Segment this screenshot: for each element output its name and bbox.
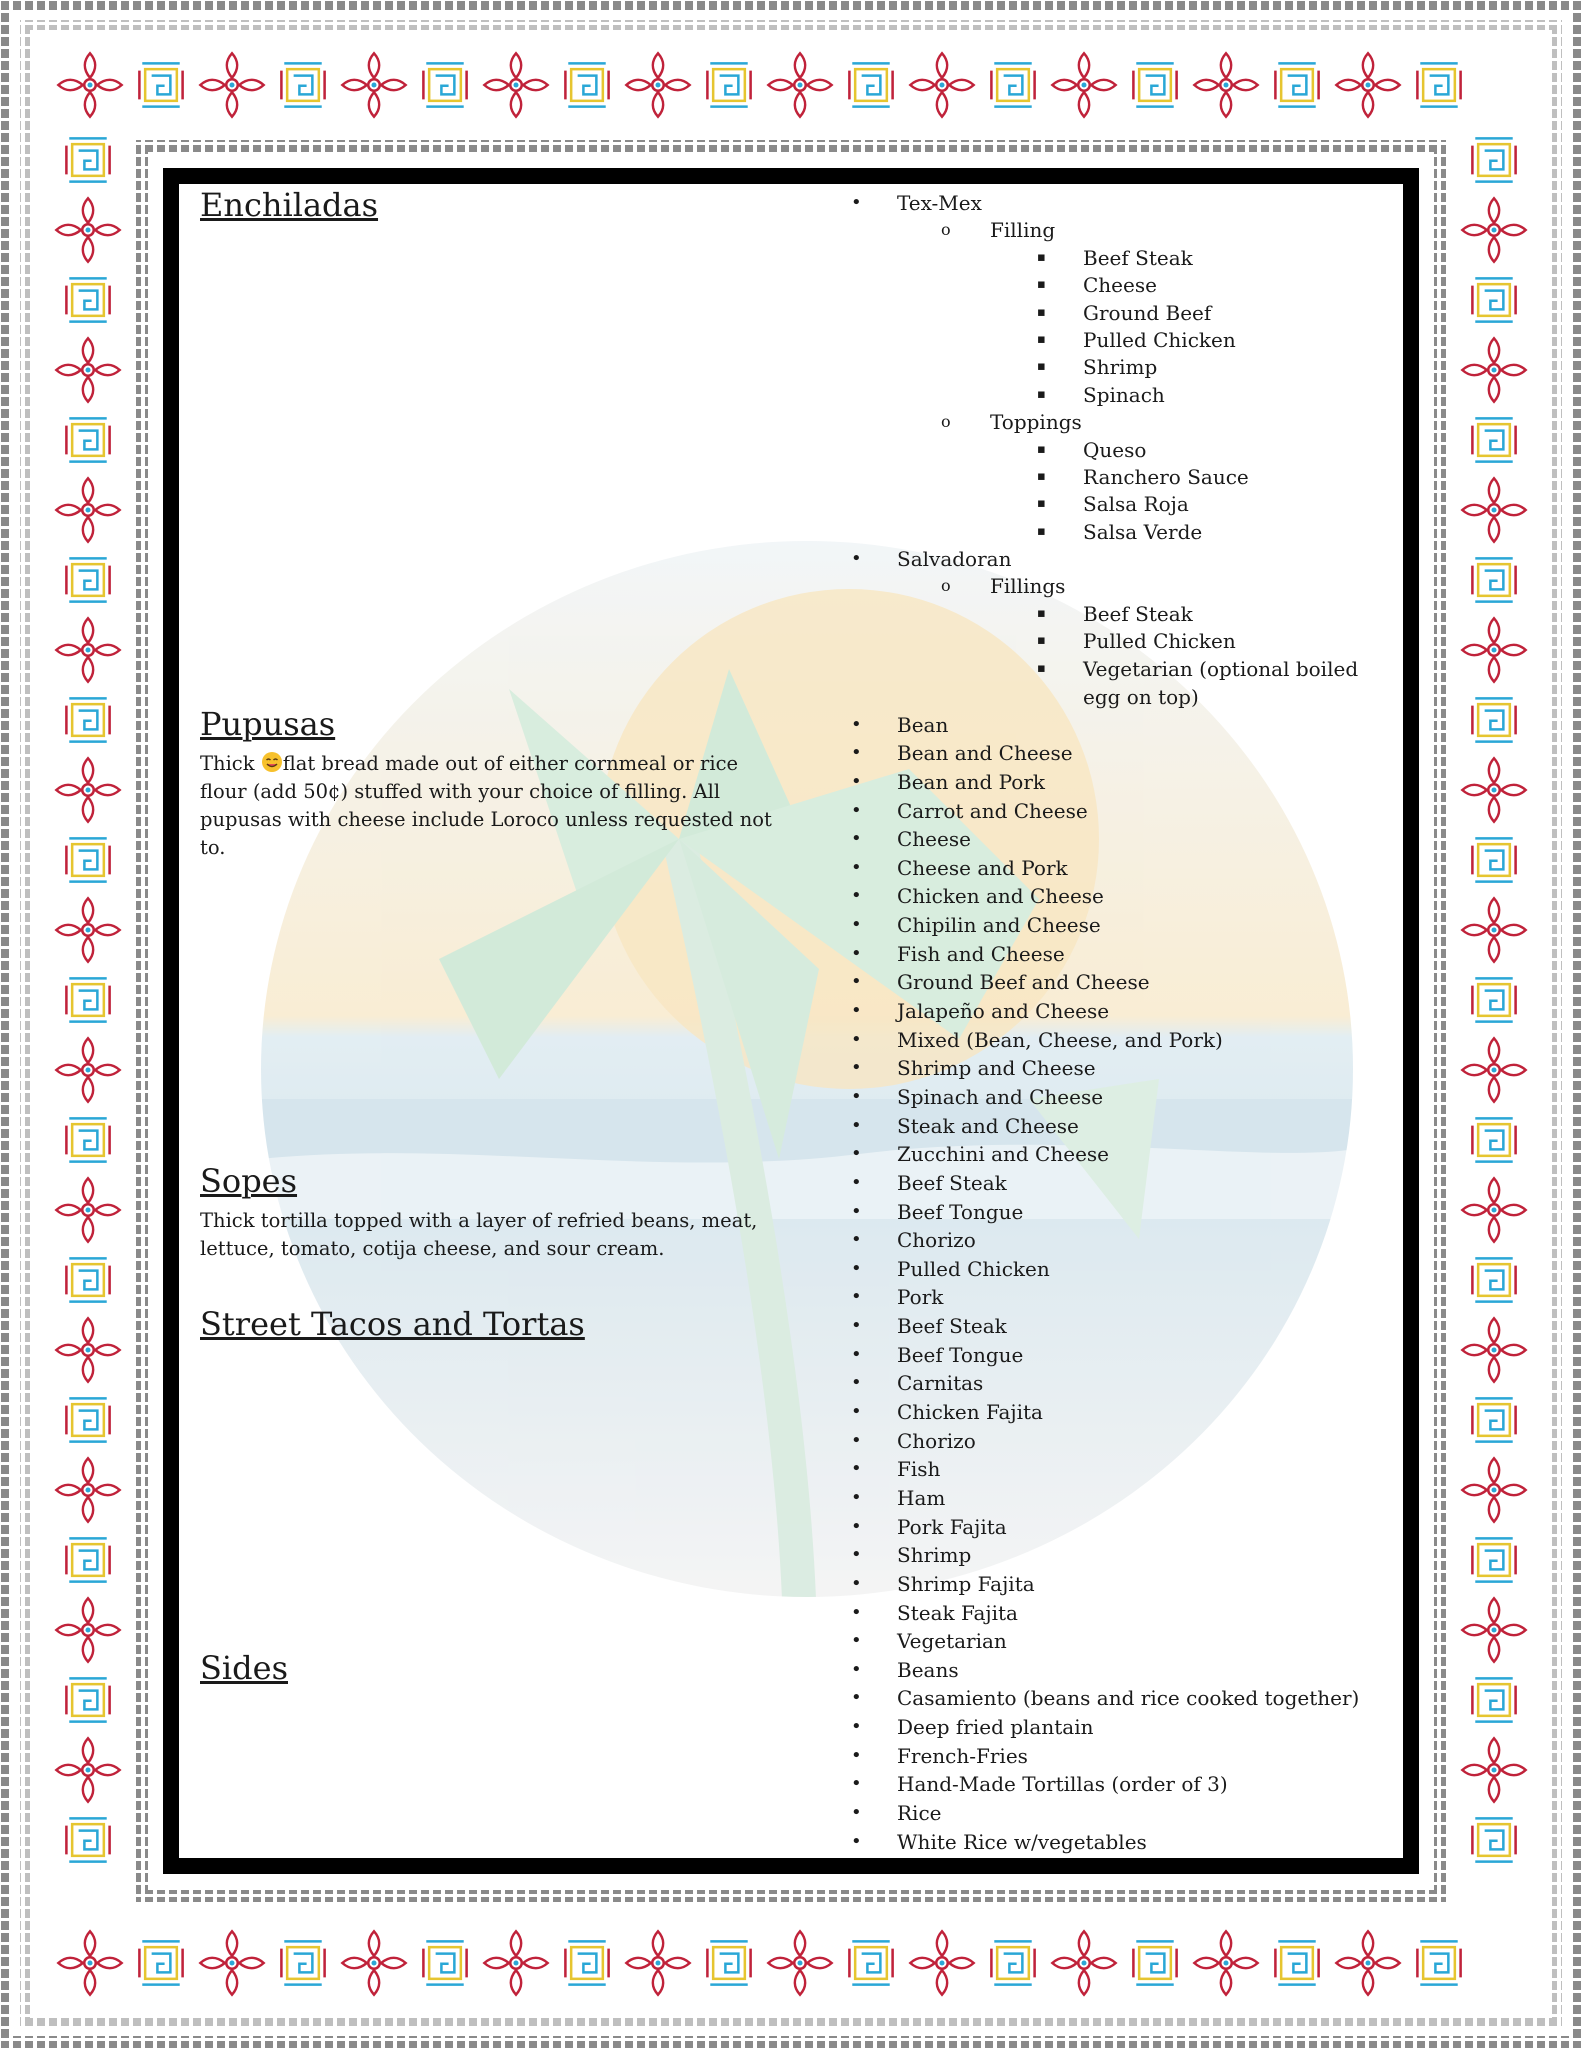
list-item xyxy=(845,627,1385,654)
bullet-icon: • xyxy=(851,1486,862,1508)
list-item xyxy=(845,1140,1385,1169)
texmex-filling-group xyxy=(845,216,1385,243)
enchilada-style-texmex xyxy=(845,189,1385,216)
bullet-icon: ▪ xyxy=(1037,496,1046,512)
list-item xyxy=(845,1283,1385,1312)
glyph-ornament-icon xyxy=(139,63,182,106)
bullet-icon: ▪ xyxy=(1037,605,1046,621)
bullet-icon: • xyxy=(851,1515,862,1537)
list-item-label: Salvadoran xyxy=(897,547,1012,572)
bullet-icon: • xyxy=(851,1544,862,1566)
bullet-icon: ▪ xyxy=(1037,249,1046,265)
bullet-icon: • xyxy=(851,1830,862,1852)
list-item-label: Shrimp xyxy=(1083,355,1158,380)
bullet-icon: o xyxy=(941,220,951,240)
list-item-label: Steak and Cheese xyxy=(897,1113,1079,1138)
glyph-ornament-icon xyxy=(1133,1941,1176,1984)
list-item-label: Fillings xyxy=(990,574,1066,599)
list-item xyxy=(845,997,1385,1026)
list-item xyxy=(845,1198,1385,1227)
bullet-icon: • xyxy=(851,1200,862,1222)
pupusas-description-text-a: Thick xyxy=(200,752,261,775)
list-item-label: Deep fried plantain xyxy=(897,1715,1094,1740)
list-item xyxy=(845,326,1385,353)
list-item-label: Pork Fajita xyxy=(897,1514,1007,1539)
bullet-icon: ▪ xyxy=(1037,633,1046,649)
glyph-ornament-icon xyxy=(849,63,892,106)
glyph-ornament-icon xyxy=(1472,278,1515,321)
list-item-label: White Rice w/vegetables xyxy=(897,1829,1147,1854)
list-item-label: Casamiento (beans and rice cooked together) xyxy=(897,1686,1360,1711)
pupusas-description-text-b: flat bread made out of either cornmeal or rice flour (add 50¢) stuffed with your choice of filling. All pupusas with cheese include Loroco unless requested not to. xyxy=(200,752,772,859)
glyph-ornament-icon xyxy=(66,1398,109,1441)
glyph-ornament-icon xyxy=(66,838,109,881)
list-item xyxy=(845,711,1385,740)
glyph-ornament-icon xyxy=(1472,418,1515,461)
list-item xyxy=(845,1341,1385,1370)
glyph-ornament-icon xyxy=(565,1941,608,1984)
bullet-icon: • xyxy=(851,742,862,764)
list-item xyxy=(845,739,1385,768)
list-item-label: Salsa Roja xyxy=(1083,492,1189,517)
glyph-ornament-icon xyxy=(1472,138,1515,181)
list-item-label: Chicken Fajita xyxy=(897,1400,1043,1425)
list-item-label: Beef Tongue xyxy=(897,1199,1024,1224)
bullet-icon: • xyxy=(851,1773,862,1795)
list-item xyxy=(845,1484,1385,1513)
bullet-icon: ▪ xyxy=(1037,386,1046,402)
bullet-icon: ▪ xyxy=(1037,523,1046,539)
yum-face-icon xyxy=(261,751,283,773)
glyph-ornament-icon xyxy=(1275,63,1318,106)
list-item-label: Vegetarian xyxy=(897,1629,1007,1654)
list-item xyxy=(845,1713,1385,1742)
bullet-icon: • xyxy=(851,1257,862,1279)
bullet-icon: • xyxy=(851,1601,862,1623)
enchilada-style-salvadoran xyxy=(845,545,1385,572)
list-item xyxy=(845,1398,1385,1427)
list-item-label: Ranchero Sauce xyxy=(1083,464,1249,489)
glyph-ornament-icon xyxy=(707,1941,750,1984)
list-item-label: Chipilin and Cheese xyxy=(897,913,1101,938)
list-item xyxy=(845,1799,1385,1828)
bullet-icon: • xyxy=(851,1114,862,1136)
glyph-ornament-icon xyxy=(66,698,109,741)
bullet-icon: • xyxy=(851,856,862,878)
list-item xyxy=(845,968,1385,997)
list-item-label: Cheese xyxy=(897,827,971,852)
list-item xyxy=(845,600,1385,627)
list-item-label: Queso xyxy=(1083,437,1147,462)
bullet-icon: • xyxy=(851,1687,862,1709)
bullet-icon: • xyxy=(851,1229,862,1251)
bullet-icon: • xyxy=(851,1572,862,1594)
menu-options-list xyxy=(845,189,1385,1856)
glyph-ornament-icon xyxy=(66,1678,109,1721)
section-title-street-tacos: Street Tacos and Tortas xyxy=(200,1305,585,1343)
list-item-label: Beef Steak xyxy=(1083,601,1193,626)
bullet-icon: • xyxy=(851,1143,862,1165)
list-item-label: Salsa Verde xyxy=(1083,519,1203,544)
list-item xyxy=(845,1455,1385,1484)
list-item-label: Spinach xyxy=(1083,382,1165,407)
glyph-ornament-icon xyxy=(991,63,1034,106)
glyph-ornament-icon xyxy=(991,1941,1034,1984)
list-item-label: Vegetarian (optional boiled egg on top) xyxy=(1083,656,1359,709)
glyph-ornament-icon xyxy=(66,138,109,181)
list-item xyxy=(845,1169,1385,1198)
bullet-icon: • xyxy=(851,1801,862,1823)
list-item-label: Chorizo xyxy=(897,1228,976,1253)
list-item-label: Bean and Cheese xyxy=(897,741,1073,766)
list-item xyxy=(845,353,1385,380)
bullet-icon: ▪ xyxy=(1037,359,1046,375)
glyph-ornament-icon xyxy=(1472,1818,1515,1861)
list-item-label: Shrimp Fajita xyxy=(897,1571,1035,1596)
list-item xyxy=(845,436,1385,463)
bullet-icon: • xyxy=(851,1000,862,1022)
section-title-pupusas: Pupusas xyxy=(200,705,336,743)
list-item-label: Tex-Mex xyxy=(897,191,982,215)
bullet-icon: • xyxy=(851,799,862,821)
list-item-label: Pork xyxy=(897,1285,944,1310)
bullet-icon: • xyxy=(851,1171,862,1193)
bullet-icon: o xyxy=(941,412,951,432)
bullet-icon: • xyxy=(851,1401,862,1423)
bullet-icon: • xyxy=(851,885,862,907)
glyph-ornament-icon xyxy=(66,1818,109,1861)
list-item xyxy=(845,518,1385,545)
list-item-label: Ham xyxy=(897,1485,946,1510)
list-item-label: Chicken and Cheese xyxy=(897,884,1104,909)
list-item xyxy=(845,1083,1385,1112)
list-item xyxy=(845,299,1385,326)
list-item xyxy=(845,244,1385,271)
bullet-icon: • xyxy=(851,1716,862,1738)
list-item xyxy=(845,825,1385,854)
bullet-icon: • xyxy=(851,713,862,735)
list-item-label: Pulled Chicken xyxy=(1083,629,1236,654)
list-item xyxy=(845,1742,1385,1771)
bullet-icon: ▪ xyxy=(1037,331,1046,347)
salvadoran-fillings-group xyxy=(845,572,1385,599)
list-item xyxy=(845,940,1385,969)
bullet-icon: ▪ xyxy=(1037,468,1046,484)
list-item-label: Ground Beef xyxy=(1083,300,1212,325)
list-item-label: Hand-Made Tortillas (order of 3) xyxy=(897,1772,1228,1797)
section-title-sides: Sides xyxy=(200,1649,288,1687)
list-item xyxy=(845,1627,1385,1656)
list-item-label: Beef Steak xyxy=(897,1170,1007,1195)
glyph-ornament-icon xyxy=(66,278,109,321)
glyph-ornament-icon xyxy=(66,1538,109,1581)
bullet-icon: ▪ xyxy=(1037,304,1046,320)
bullet-icon: ▪ xyxy=(1037,277,1046,293)
list-item xyxy=(845,911,1385,940)
section-title-enchiladas: Enchiladas xyxy=(200,186,379,224)
list-item xyxy=(845,655,1385,711)
list-item-label: Fish and Cheese xyxy=(897,941,1065,966)
list-item xyxy=(845,271,1385,298)
glyph-ornament-icon xyxy=(1472,1678,1515,1721)
bullet-icon: o xyxy=(941,576,951,596)
glyph-ornament-icon xyxy=(139,1941,182,1984)
glyph-ornament-icon xyxy=(1472,1258,1515,1301)
glyph-ornament-icon xyxy=(565,63,608,106)
list-item xyxy=(845,1255,1385,1284)
list-item-label: Bean and Pork xyxy=(897,769,1046,794)
glyph-ornament-icon xyxy=(707,63,750,106)
list-item-label: Beef Steak xyxy=(1083,245,1193,270)
bullet-icon: • xyxy=(851,1286,862,1308)
glyph-ornament-icon xyxy=(1472,1538,1515,1581)
list-item xyxy=(845,797,1385,826)
list-item-label: Filling xyxy=(990,218,1056,243)
glyph-ornament-icon xyxy=(423,63,466,106)
glyph-ornament-icon xyxy=(1472,838,1515,881)
bullet-icon: • xyxy=(851,1372,862,1394)
section-title-sopes: Sopes xyxy=(200,1162,298,1200)
list-item-label: Rice xyxy=(897,1800,942,1825)
list-item xyxy=(845,381,1385,408)
bullet-icon: ▪ xyxy=(1037,660,1046,676)
list-item-label: Steak Fajita xyxy=(897,1600,1018,1625)
list-item xyxy=(845,882,1385,911)
list-item xyxy=(845,1312,1385,1341)
list-item-label: Shrimp and Cheese xyxy=(897,1056,1096,1081)
list-item-label: Bean xyxy=(897,712,949,737)
list-item xyxy=(845,1570,1385,1599)
list-item xyxy=(845,1026,1385,1055)
glyph-ornament-icon xyxy=(1417,63,1460,106)
bullet-icon: • xyxy=(851,1057,862,1079)
list-item-label: Mixed (Bean, Cheese, and Pork) xyxy=(897,1027,1223,1052)
list-item-label: Cheese xyxy=(1083,273,1157,298)
list-item xyxy=(845,1226,1385,1255)
bullet-icon: • xyxy=(851,1744,862,1766)
list-item xyxy=(845,1369,1385,1398)
list-item-label: Beef Steak xyxy=(897,1314,1007,1339)
bullet-icon: • xyxy=(851,548,862,570)
list-item-label: Ground Beef and Cheese xyxy=(897,970,1150,995)
list-item xyxy=(845,1541,1385,1570)
list-item-label: Beef Tongue xyxy=(897,1342,1024,1367)
bullet-icon: • xyxy=(851,1429,862,1451)
list-item xyxy=(845,1112,1385,1141)
list-item xyxy=(845,1599,1385,1628)
list-item xyxy=(845,463,1385,490)
list-item-label: Carnitas xyxy=(897,1371,984,1396)
bullet-icon: • xyxy=(851,1315,862,1337)
list-item-label: Fish xyxy=(897,1457,941,1482)
bullet-icon: • xyxy=(851,942,862,964)
glyph-ornament-icon xyxy=(66,418,109,461)
list-item-label: Zucchini and Cheese xyxy=(897,1142,1110,1167)
glyph-ornament-icon xyxy=(849,1941,892,1984)
glyph-ornament-icon xyxy=(1275,1941,1318,1984)
bullet-icon: • xyxy=(851,192,862,213)
list-item-label: Pulled Chicken xyxy=(1083,327,1236,352)
glyph-ornament-icon xyxy=(1472,698,1515,741)
list-item-label: Chorizo xyxy=(897,1428,976,1453)
bullet-icon: • xyxy=(851,1630,862,1652)
list-item-label: Beans xyxy=(897,1657,959,1682)
list-item-label: Jalapeño and Cheese xyxy=(897,999,1110,1024)
list-item xyxy=(845,854,1385,883)
sopes-description: Thick tortilla topped with a layer of refried beans, meat, lettuce, tomato, cotija cheese, and sour cream. xyxy=(200,1209,758,1260)
list-item xyxy=(845,1656,1385,1685)
bullet-icon: • xyxy=(851,914,862,936)
bullet-icon: • xyxy=(851,1343,862,1365)
bullet-icon: • xyxy=(851,1658,862,1680)
list-item xyxy=(845,1054,1385,1083)
glyph-ornament-icon xyxy=(1472,978,1515,1021)
bullet-icon: • xyxy=(851,828,862,850)
list-item xyxy=(845,1828,1385,1857)
glyph-ornament-icon xyxy=(66,1118,109,1161)
bullet-icon: • xyxy=(851,1085,862,1107)
texmex-toppings-group xyxy=(845,408,1385,435)
glyph-ornament-icon xyxy=(1472,1118,1515,1161)
glyph-ornament-icon xyxy=(66,978,109,1021)
glyph-ornament-icon xyxy=(66,558,109,601)
glyph-ornament-icon xyxy=(281,1941,324,1984)
glyph-ornament-icon xyxy=(281,63,324,106)
list-item xyxy=(845,768,1385,797)
list-item xyxy=(845,490,1385,517)
bullet-icon: • xyxy=(851,971,862,993)
list-item xyxy=(845,1513,1385,1542)
pupusas-description xyxy=(200,750,790,862)
glyph-ornament-icon xyxy=(423,1941,466,1984)
list-item xyxy=(845,1684,1385,1713)
list-item-label: Spinach and Cheese xyxy=(897,1084,1104,1109)
list-item-label: Cheese and Pork xyxy=(897,855,1068,880)
list-item-label: Pulled Chicken xyxy=(897,1256,1050,1281)
bullet-icon: • xyxy=(851,1028,862,1050)
glyph-ornament-icon xyxy=(1133,63,1176,106)
list-item-label: Toppings xyxy=(990,410,1082,435)
list-item-label: French-Fries xyxy=(897,1743,1028,1768)
list-item xyxy=(845,1427,1385,1456)
list-item-label: Shrimp xyxy=(897,1543,972,1568)
bullet-icon: ▪ xyxy=(1037,441,1046,457)
bullet-icon: • xyxy=(851,770,862,792)
glyph-ornament-icon xyxy=(1472,1398,1515,1441)
list-item-label: Carrot and Cheese xyxy=(897,798,1088,823)
list-item xyxy=(845,1770,1385,1799)
glyph-ornament-icon xyxy=(1417,1941,1460,1984)
glyph-ornament-icon xyxy=(66,1258,109,1301)
glyph-ornament-icon xyxy=(1472,558,1515,601)
bullet-icon: • xyxy=(851,1458,862,1480)
